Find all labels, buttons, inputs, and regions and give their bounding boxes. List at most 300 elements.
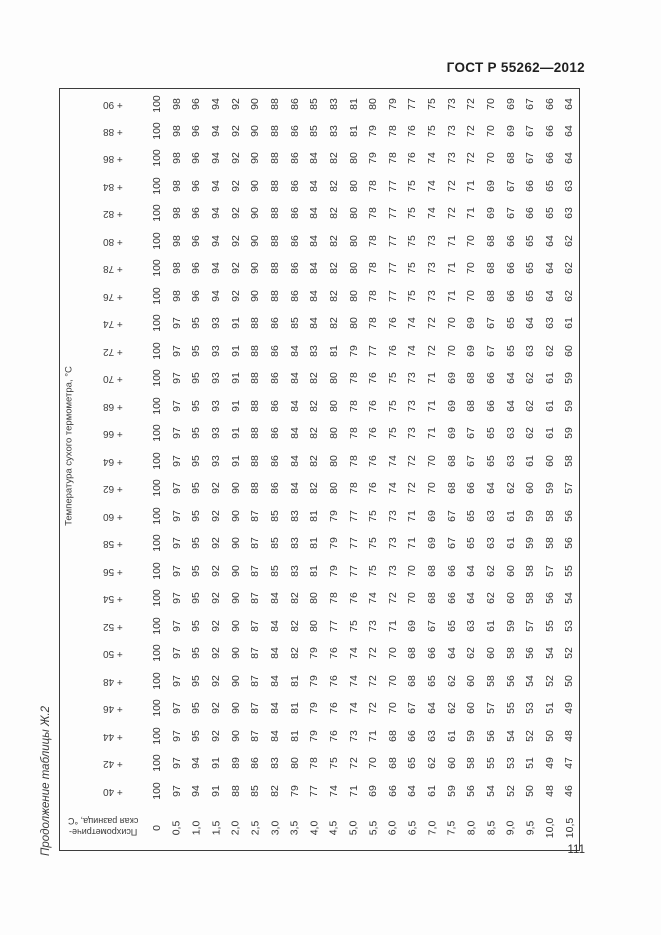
humidity-value-cell: [363, 694, 383, 722]
humidity-value-cell: [226, 694, 246, 722]
humidity-value-cell: [206, 639, 226, 667]
difference-column-header: [304, 804, 324, 851]
humidity-value: 81: [327, 344, 340, 357]
humidity-value-cell: [265, 89, 285, 117]
humidity-value-cell: [167, 501, 187, 529]
humidity-value-cell: [442, 309, 462, 337]
humidity-value-cell: [520, 281, 540, 309]
humidity-value: 74: [347, 674, 360, 687]
table-row: [60, 89, 580, 117]
humidity-value: 92: [209, 674, 222, 687]
humidity-value-cell: [560, 776, 580, 804]
humidity-value-cell: [167, 281, 187, 309]
humidity-value-cell: [147, 529, 167, 557]
humidity-value-cell: [186, 749, 206, 777]
humidity-value: 95: [190, 592, 203, 605]
humidity-value-cell: [442, 226, 462, 254]
humidity-value-cell: [383, 419, 403, 447]
humidity-value: 61: [445, 729, 458, 742]
humidity-value: 59: [445, 784, 458, 797]
humidity-value: 65: [543, 207, 556, 220]
humidity-value-cell: [265, 776, 285, 804]
humidity-value-cell: [402, 611, 422, 639]
table-row: [60, 501, 580, 529]
humidity-value-cell: [245, 749, 265, 777]
humidity-value-cell: [147, 446, 167, 474]
humidity-value: 62: [524, 372, 537, 385]
humidity-value: 82: [327, 317, 340, 330]
humidity-value: 92: [229, 179, 242, 192]
humidity-value-cell: [501, 391, 521, 419]
difference-column-header: [206, 804, 226, 851]
humidity-value: 91: [209, 784, 222, 797]
difference-column-header: [265, 804, 285, 851]
difference-label: 9,0: [504, 820, 517, 836]
humidity-value-cell: [344, 171, 364, 199]
humidity-value-cell: [363, 144, 383, 172]
humidity-value: 74: [425, 207, 438, 220]
humidity-value: 55: [484, 757, 497, 770]
humidity-value-cell: [304, 199, 324, 227]
humidity-value-cell: [422, 116, 442, 144]
humidity-value-cell: [147, 721, 167, 749]
humidity-value: 72: [406, 482, 419, 495]
humidity-value: 74: [386, 482, 399, 495]
humidity-value-cell: [540, 171, 560, 199]
temperature-row-header: [79, 364, 148, 392]
humidity-value: 85: [249, 784, 262, 797]
humidity-value: 95: [190, 399, 203, 412]
humidity-value-cell: [461, 226, 481, 254]
humidity-value: 79: [308, 729, 321, 742]
humidity-value: 82: [308, 482, 321, 495]
humidity-value-cell: [540, 419, 560, 447]
humidity-value: 100: [150, 396, 163, 415]
humidity-value-cell: [167, 391, 187, 419]
humidity-value: 100: [150, 231, 163, 250]
humidity-value: 92: [229, 207, 242, 220]
humidity-value-cell: [481, 309, 501, 337]
humidity-value-cell: [442, 254, 462, 282]
humidity-value-cell: [520, 749, 540, 777]
humidity-value: 90: [249, 234, 262, 247]
humidity-value-cell: [363, 309, 383, 337]
humidity-value-cell: [383, 116, 403, 144]
humidity-value: 66: [543, 97, 556, 110]
humidity-value: 78: [367, 234, 380, 247]
humidity-value: 64: [543, 289, 556, 302]
psychrometric-difference-label: Психрометриче- ская разница, °С: [68, 815, 139, 837]
humidity-value-cell: [226, 391, 246, 419]
humidity-value-cell: [304, 171, 324, 199]
humidity-value: 84: [288, 454, 301, 467]
humidity-value-cell: [422, 501, 442, 529]
humidity-value-cell: [147, 501, 167, 529]
humidity-value-cell: [245, 144, 265, 172]
humidity-value-cell: [363, 556, 383, 584]
humidity-value: 57: [484, 702, 497, 715]
humidity-value: 58: [465, 757, 478, 770]
humidity-value: 65: [484, 454, 497, 467]
humidity-value: 62: [504, 482, 517, 495]
humidity-value: 80: [327, 427, 340, 440]
humidity-value-cell: [344, 639, 364, 667]
humidity-value-cell: [402, 171, 422, 199]
humidity-value: 100: [150, 699, 163, 718]
humidity-value: 63: [543, 317, 556, 330]
humidity-value-cell: [442, 694, 462, 722]
difference-column-header: [186, 804, 206, 851]
humidity-value-cell: [501, 364, 521, 392]
humidity-value-cell: [520, 116, 540, 144]
humidity-value: 94: [209, 289, 222, 302]
humidity-value: 59: [524, 537, 537, 550]
humidity-value: 97: [170, 592, 183, 605]
humidity-value-cell: [324, 254, 344, 282]
humidity-value-cell: [560, 144, 580, 172]
humidity-value-cell: [245, 254, 265, 282]
humidity-value: 97: [170, 784, 183, 797]
humidity-value: 76: [327, 702, 340, 715]
humidity-value-cell: [363, 89, 383, 117]
humidity-value-cell: [285, 666, 305, 694]
humidity-value-cell: [265, 694, 285, 722]
humidity-value-cell: [285, 694, 305, 722]
humidity-value-cell: [442, 721, 462, 749]
humidity-value-cell: [304, 391, 324, 419]
humidity-value: 65: [445, 619, 458, 632]
humidity-value: 83: [308, 344, 321, 357]
humidity-value-cell: [402, 474, 422, 502]
humidity-value-cell: [383, 446, 403, 474]
humidity-value-cell: [265, 446, 285, 474]
humidity-value: 56: [484, 729, 497, 742]
humidity-value-cell: [363, 529, 383, 557]
humidity-value: 93: [209, 372, 222, 385]
humidity-value-cell: [265, 666, 285, 694]
humidity-value-cell: [245, 721, 265, 749]
humidity-value-cell: [245, 89, 265, 117]
humidity-value: 81: [288, 702, 301, 715]
humidity-value: 94: [190, 757, 203, 770]
humidity-value: 93: [209, 427, 222, 440]
humidity-value-cell: [265, 281, 285, 309]
humidity-value: 73: [445, 124, 458, 137]
humidity-value-cell: [344, 501, 364, 529]
humidity-value: 77: [347, 537, 360, 550]
humidity-value: 81: [308, 564, 321, 577]
humidity-value: 100: [150, 176, 163, 195]
humidity-value: 59: [524, 509, 537, 522]
humidity-value: 80: [327, 482, 340, 495]
humidity-value-cell: [226, 89, 246, 117]
humidity-value-cell: [520, 556, 540, 584]
humidity-value-cell: [540, 309, 560, 337]
humidity-value-cell: [461, 776, 481, 804]
humidity-value: 75: [406, 179, 419, 192]
humidity-value: 72: [406, 454, 419, 467]
difference-column-header: [422, 804, 442, 851]
humidity-value-cell: [501, 749, 521, 777]
humidity-value-cell: [304, 226, 324, 254]
humidity-value-cell: [481, 254, 501, 282]
humidity-value: 66: [406, 729, 419, 742]
humidity-value: 86: [249, 757, 262, 770]
humidity-value: 92: [229, 262, 242, 275]
humidity-value-cell: [383, 89, 403, 117]
humidity-value-cell: [206, 336, 226, 364]
humidity-value-cell: [461, 501, 481, 529]
humidity-value-cell: [167, 611, 187, 639]
humidity-value-cell: [501, 556, 521, 584]
humidity-value-cell: [383, 611, 403, 639]
temperature-label: + 74: [103, 318, 123, 330]
humidity-value: 84: [308, 207, 321, 220]
humidity-value: 82: [288, 619, 301, 632]
difference-label: 7,5: [445, 820, 458, 836]
table-row: [60, 144, 580, 172]
difference-label: 3,0: [268, 820, 281, 836]
humidity-value: 97: [170, 702, 183, 715]
temperature-row-header: [79, 171, 148, 199]
humidity-value: 97: [170, 729, 183, 742]
humidity-value: 100: [150, 754, 163, 773]
humidity-value-cell: [501, 226, 521, 254]
humidity-value: 62: [484, 592, 497, 605]
humidity-value: 61: [543, 372, 556, 385]
humidity-value-cell: [285, 639, 305, 667]
humidity-value-cell: [245, 694, 265, 722]
humidity-value: 74: [347, 647, 360, 660]
humidity-value-cell: [402, 199, 422, 227]
humidity-value-cell: [186, 721, 206, 749]
humidity-value: 63: [563, 207, 576, 220]
humidity-value: 85: [268, 537, 281, 550]
humidity-value-cell: [324, 391, 344, 419]
humidity-value: 82: [308, 454, 321, 467]
humidity-value-cell: [560, 474, 580, 502]
humidity-value: 73: [386, 509, 399, 522]
humidity-value-cell: [363, 116, 383, 144]
humidity-value: 73: [406, 372, 419, 385]
humidity-value-cell: [363, 749, 383, 777]
humidity-value: 68: [484, 262, 497, 275]
humidity-value: 84: [268, 729, 281, 742]
humidity-value: 66: [524, 179, 537, 192]
humidity-value: 97: [170, 674, 183, 687]
table-row: [60, 309, 580, 337]
difference-label: 3,5: [288, 820, 301, 836]
humidity-value-cell: [481, 776, 501, 804]
humidity-value: 69: [465, 317, 478, 330]
humidity-value: 58: [543, 509, 556, 522]
temperature-row-header: [79, 199, 148, 227]
humidity-value-cell: [540, 116, 560, 144]
humidity-value-cell: [186, 116, 206, 144]
humidity-value-cell: [442, 199, 462, 227]
humidity-value: 92: [229, 234, 242, 247]
humidity-value: 66: [504, 262, 517, 275]
humidity-value-cell: [501, 639, 521, 667]
humidity-value: 58: [504, 647, 517, 660]
humidity-value-cell: [344, 116, 364, 144]
humidity-value-cell: [167, 254, 187, 282]
humidity-value-cell: [461, 639, 481, 667]
humidity-value-cell: [226, 226, 246, 254]
humidity-value: 72: [445, 207, 458, 220]
humidity-value: 95: [190, 372, 203, 385]
humidity-value: 66: [543, 152, 556, 165]
difference-label: 10,0: [544, 817, 557, 838]
humidity-value: 66: [445, 592, 458, 605]
humidity-value-cell: [383, 666, 403, 694]
humidity-value-cell: [186, 584, 206, 612]
humidity-value-cell: [540, 254, 560, 282]
humidity-value-cell: [167, 776, 187, 804]
humidity-value-cell: [383, 199, 403, 227]
humidity-value-cell: [501, 171, 521, 199]
humidity-value-cell: [147, 199, 167, 227]
humidity-value-cell: [344, 666, 364, 694]
humidity-value-cell: [442, 419, 462, 447]
humidity-value-cell: [344, 721, 364, 749]
humidity-value-cell: [226, 529, 246, 557]
humidity-value: 62: [563, 262, 576, 275]
humidity-value-cell: [402, 226, 422, 254]
humidity-value: 49: [563, 702, 576, 715]
psychrometric-difference-header: [60, 804, 148, 851]
humidity-value: 62: [563, 289, 576, 302]
humidity-value: 60: [465, 674, 478, 687]
humidity-value: 84: [308, 262, 321, 275]
humidity-value: 97: [170, 619, 183, 632]
humidity-value-cell: [383, 144, 403, 172]
humidity-value-cell: [461, 336, 481, 364]
humidity-value-cell: [383, 171, 403, 199]
humidity-value: 72: [367, 674, 380, 687]
humidity-value-cell: [147, 226, 167, 254]
humidity-value: 79: [308, 702, 321, 715]
humidity-value-cell: [422, 281, 442, 309]
humidity-value: 59: [504, 619, 517, 632]
humidity-value-cell: [383, 749, 403, 777]
humidity-value: 82: [308, 399, 321, 412]
table-row: [60, 611, 580, 639]
humidity-value-cell: [324, 474, 344, 502]
humidity-value: 74: [425, 152, 438, 165]
humidity-value: 98: [170, 289, 183, 302]
temperature-label: + 48: [103, 675, 123, 687]
humidity-value: 60: [445, 757, 458, 770]
humidity-value: 87: [249, 702, 262, 715]
humidity-value-cell: [186, 226, 206, 254]
humidity-value: 71: [367, 729, 380, 742]
humidity-value: 79: [308, 674, 321, 687]
humidity-value-cell: [363, 611, 383, 639]
humidity-value-cell: [147, 144, 167, 172]
humidity-value: 82: [268, 784, 281, 797]
humidity-value: 78: [347, 399, 360, 412]
temperature-row-header: [79, 721, 148, 749]
humidity-value: 64: [563, 124, 576, 137]
humidity-value: 59: [563, 399, 576, 412]
humidity-value-cell: [265, 171, 285, 199]
humidity-value: 67: [406, 702, 419, 715]
humidity-value-cell: [285, 749, 305, 777]
humidity-value: 92: [229, 124, 242, 137]
humidity-value: 95: [190, 454, 203, 467]
humidity-value: 97: [170, 454, 183, 467]
humidity-value: 84: [288, 427, 301, 440]
humidity-value-cell: [285, 364, 305, 392]
temperature-row-header: [79, 749, 148, 777]
table-row: [60, 694, 580, 722]
humidity-value: 84: [288, 372, 301, 385]
humidity-value-cell: [285, 199, 305, 227]
humidity-value-cell: [481, 446, 501, 474]
humidity-value: 60: [524, 482, 537, 495]
humidity-value: 98: [170, 262, 183, 275]
humidity-value: 56: [563, 509, 576, 522]
humidity-value: 71: [465, 179, 478, 192]
humidity-value-cell: [461, 391, 481, 419]
humidity-value: 89: [229, 757, 242, 770]
humidity-value: 76: [347, 592, 360, 605]
humidity-value-cell: [363, 584, 383, 612]
humidity-value-cell: [147, 336, 167, 364]
humidity-value: 77: [386, 207, 399, 220]
humidity-value: 61: [563, 317, 576, 330]
difference-label: 8,0: [465, 820, 478, 836]
humidity-value-cell: [304, 611, 324, 639]
humidity-value: 88: [268, 207, 281, 220]
humidity-value-cell: [520, 776, 540, 804]
humidity-value: 80: [347, 289, 360, 302]
humidity-value-cell: [501, 309, 521, 337]
humidity-value: 76: [386, 317, 399, 330]
humidity-value: 57: [543, 564, 556, 577]
humidity-value-cell: [324, 556, 344, 584]
humidity-value-cell: [265, 116, 285, 144]
humidity-value: 73: [347, 729, 360, 742]
difference-label: 4,0: [308, 820, 321, 836]
humidity-value-cell: [501, 474, 521, 502]
humidity-value: 60: [543, 454, 556, 467]
humidity-value: 77: [308, 784, 321, 797]
humidity-value: 97: [170, 344, 183, 357]
humidity-value-cell: [481, 336, 501, 364]
temperature-row-header: [79, 694, 148, 722]
humidity-value: 61: [504, 537, 517, 550]
humidity-value: 70: [484, 124, 497, 137]
humidity-value: 92: [229, 289, 242, 302]
humidity-value-cell: [167, 639, 187, 667]
humidity-value-cell: [383, 474, 403, 502]
humidity-value-cell: [245, 639, 265, 667]
table-row: [60, 199, 580, 227]
humidity-value-cell: [560, 336, 580, 364]
humidity-value-cell: [383, 529, 403, 557]
humidity-value-cell: [540, 776, 560, 804]
humidity-value-cell: [481, 391, 501, 419]
humidity-value: 70: [367, 757, 380, 770]
humidity-value-cell: [206, 391, 226, 419]
humidity-value: 86: [288, 207, 301, 220]
humidity-value-cell: [265, 419, 285, 447]
humidity-value: 52: [543, 674, 556, 687]
humidity-value: 59: [563, 372, 576, 385]
humidity-value: 100: [150, 451, 163, 470]
